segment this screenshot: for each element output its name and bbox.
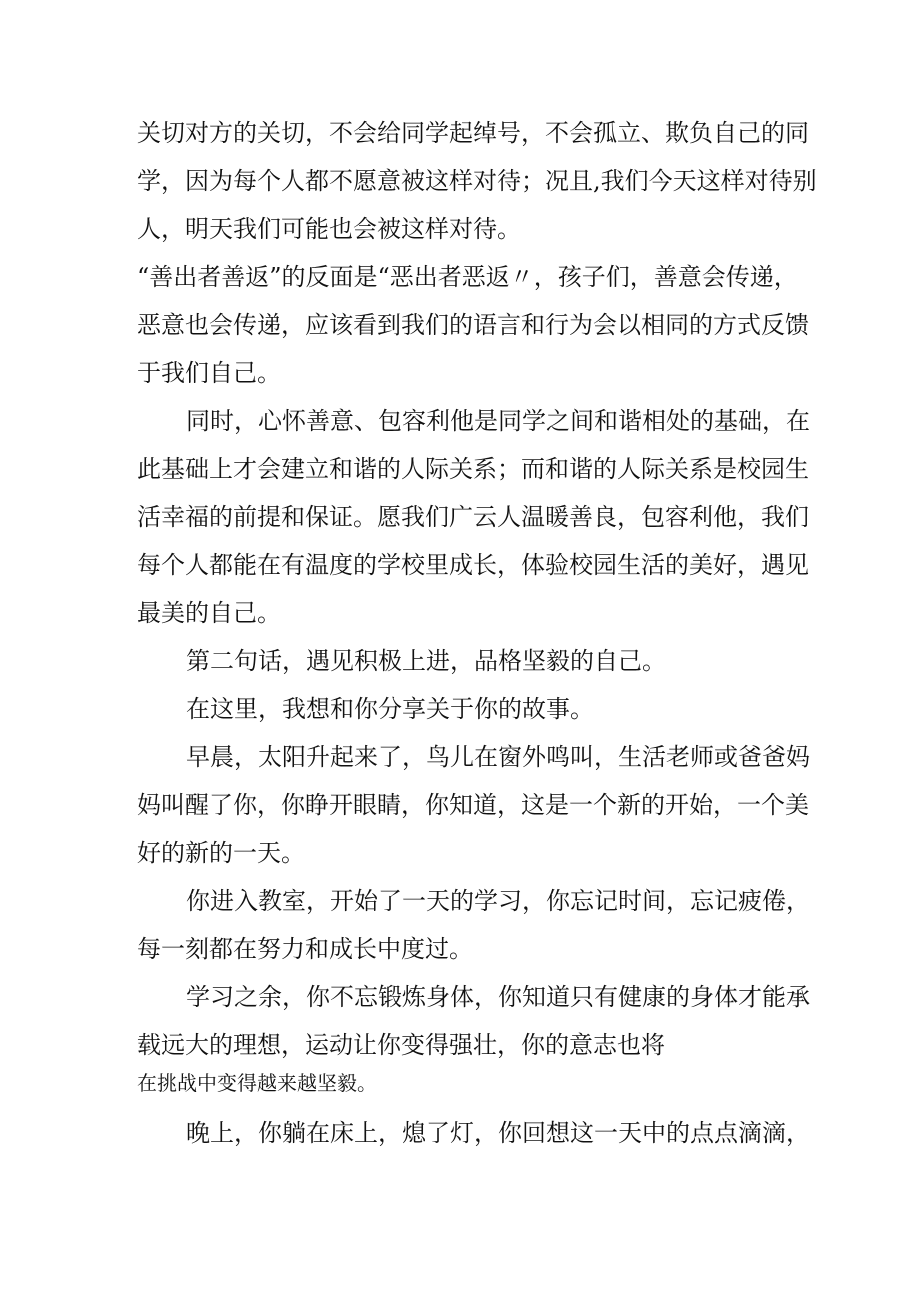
text-line: 于我们自己。 [137, 359, 281, 387]
paragraph-start-line: 早晨，太阳升起来了，鸟儿在窗外鸣叫，生活老师或爸爸妈 [186, 743, 810, 771]
paragraph-start-line: 学习之余，你不忘锻炼身体，你知道只有健康的身体才能承 [186, 983, 810, 1011]
text-line: 学，因为每个人都不愿意被这样对待；况且,我们今天这样对待别 [137, 167, 817, 195]
paragraph-start-line: 你进入教室，开始了一天的学习，你忘记时间，忘记疲倦， [186, 887, 810, 915]
text-line: 每个人都能在有温度的学校里成长，体验校园生活的美好，遇见 [137, 551, 809, 579]
text-line: 好的新的一天。 [137, 839, 305, 867]
text-line: 活幸福的前提和保证。愿我们广云人温暖善良，包容利他，我们 [137, 503, 809, 531]
text-line: 此基础上才会建立和谐的人际关系；而和谐的人际关系是校园生 [137, 455, 809, 483]
paragraph-start-line: 同时，心怀善意、包容利他是同学之间和谐相处的基础，在 [186, 407, 810, 435]
text-line: 在挑战中变得越来越坚毅。 [137, 1071, 377, 1095]
text-line: 关切对方的关切，不会给同学起绰号，不会孤立、欺负自己的同 [137, 119, 809, 147]
text-line: “善出者善返”的反面是“恶出者恶返〃，孩子们，善意会传递， [137, 263, 798, 291]
paragraph-start-line: 在这里，我想和你分享关于你的故事。 [186, 695, 594, 723]
text-line: 每一刻都在努力和成长中度过。 [137, 935, 473, 963]
text-line: 妈叫醒了你，你睁开眼睛，你知道，这是一个新的开始，一个美 [137, 791, 809, 819]
paragraph-start-line: 第二句话，遇见积极上进，品格坚毅的自己。 [186, 647, 666, 675]
text-line: 最美的自己。 [137, 599, 281, 627]
text-line: 恶意也会传递，应该看到我们的语言和行为会以相同的方式反馈 [137, 311, 809, 339]
paragraph-start-line: 晚上，你躺在床上，熄了灯，你回想这一天中的点点滴滴， [186, 1119, 810, 1147]
text-line: 载远大的理想，运动让你变得强壮，你的意志也将 [137, 1031, 665, 1059]
text-line: 人，明天我们可能也会被这样对待。 [137, 215, 521, 243]
